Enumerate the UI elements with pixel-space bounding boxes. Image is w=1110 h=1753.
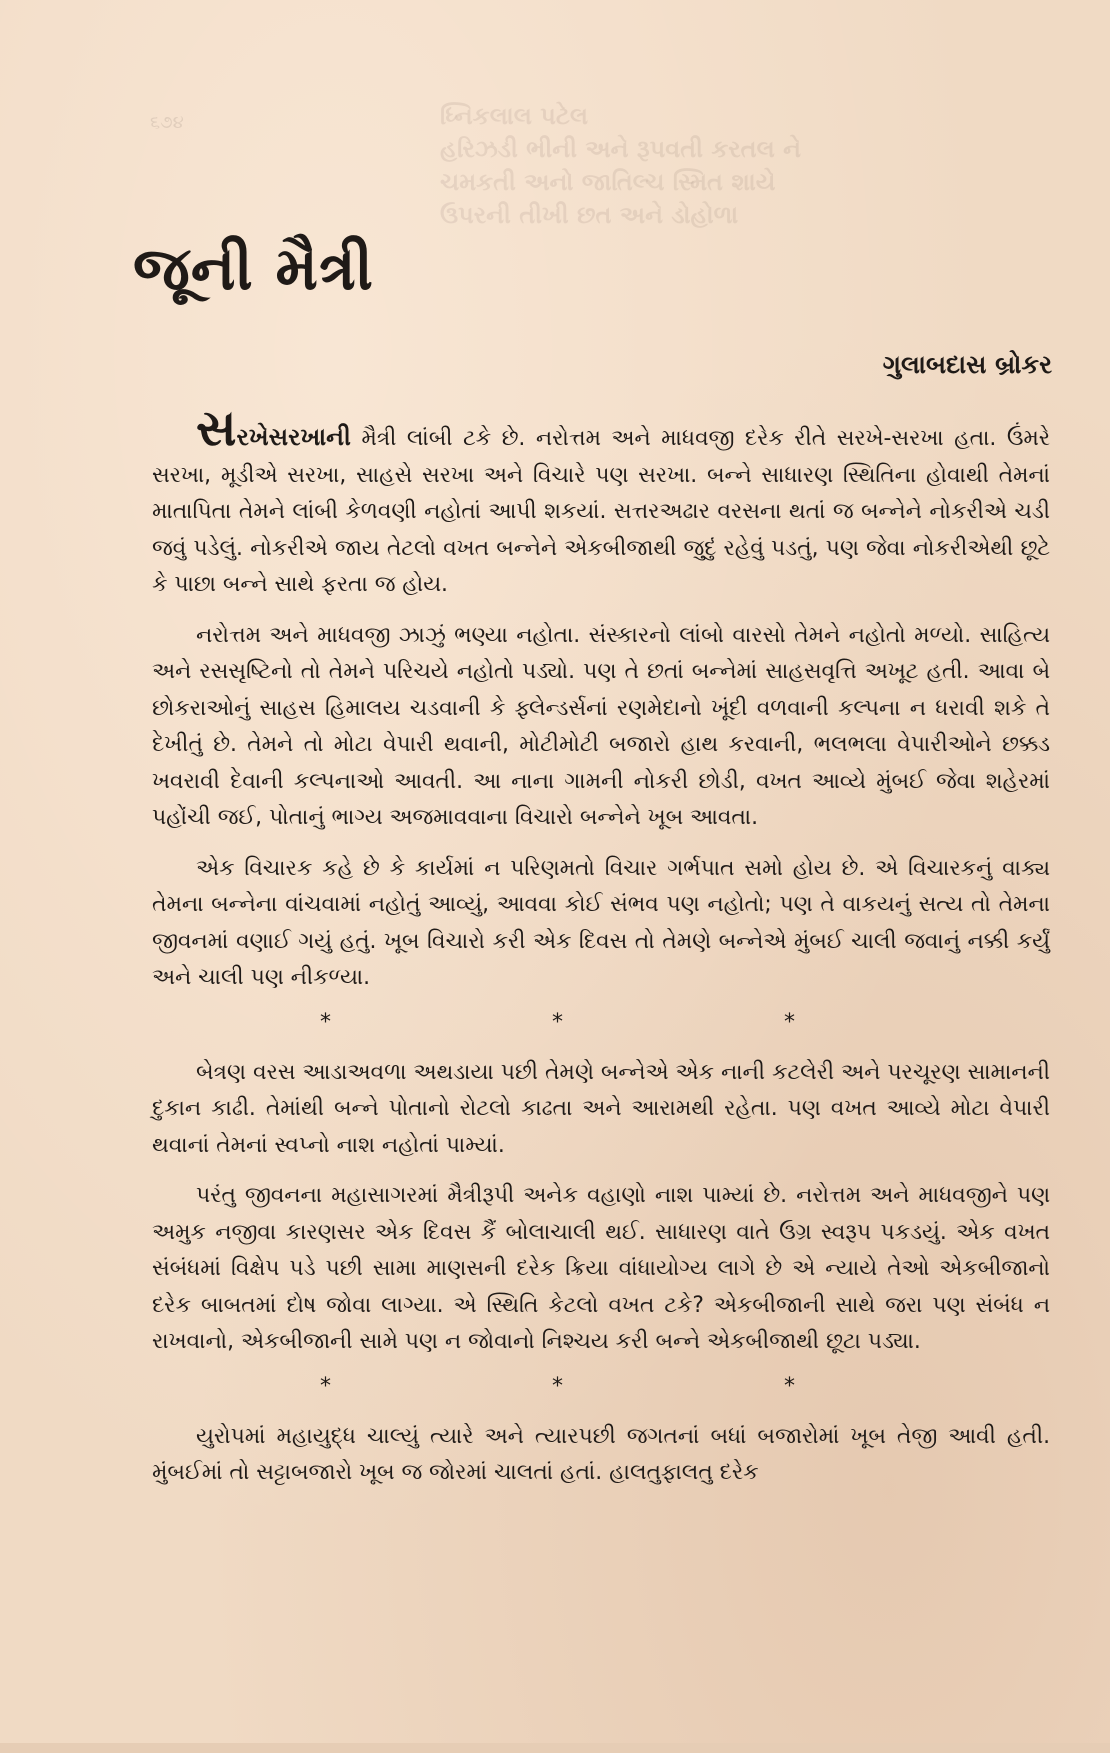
separator-star: *: [552, 1373, 563, 1399]
paragraph-1-text: મૈત્રી લાંબી ટકે છે. નરોત્તમ અને માધવજી દરેક રીતે સરખે-સરખા હતા. ઉંમરે સરખા, મૂડીએ સરખા, સાહસે સરખા અને વિચારે પણ સરખા. બન્ને સાધારણ સ્થિતિના હોવાથી તેમનાં માતાપિતા તેમને લાંબી કેળવણી નહોતાં આપી શકયાં. સત્તરઅઢાર વરસના થતાં જ બન્નેને નોકરીએ ચડી જવું પડેલું. નોકરીએ જાય તેટલો વખત બન્નેને એકબીજાથી જુદું રહેવું પડતું, પણ જેવા નોકરીએથી છૂટે કે પાછા બન્ને સાથે ફરતા જ હોય.: [152, 426, 1050, 597]
paragraph-1: [152, 399, 1050, 604]
separator-star: *: [320, 1373, 331, 1399]
article-author: ગુલાબદાસ બ્રોકર: [882, 350, 1052, 379]
bleed-through-text: ધ્નિકલાલ પટેલ હરિઝડી ભીની અને રૂપવતી કરતલ ને ચમકતી અનો જાતિલ્ચ સ્મિત શાયે ઉપરની તીખી છત અને ડોહોળા: [440, 102, 801, 229]
drop-cap: સ: [196, 399, 237, 457]
separator-star: *: [320, 1009, 331, 1035]
lead-word: રખેસરખાની: [236, 423, 351, 451]
article-body: [152, 399, 1050, 1492]
paragraph-2: નરોત્તમ અને માધવજી ઝાઝું ભણ્યા નહોતા. સંસ્કારનો લાંબો વારસો તેમને નહોતો મળ્યો. સાહિત્ય અને રસસૃષ્ટિનો તો તેમને પરિચયે નહોતો પડ્યો. પણ તે છતાં બન્નેમાં સાહસવૃત્તિ અખૂટ હતી. આવા બે છોકરાઓનું સાહસ હિમાલય ચડવાની કે ફ્લેન્ડર્સનાં રણમેદાનો ખૂંદી વળવાની કલ્પના ન ધરાવી શકે તે દેખીતું છે. તેમને તો મોટા વેપારી થવાની, મોટીમોટી બજારો હાથ કરવાની, ભલભલા વેપારીઓને છક્કડ ખવરાવી દેવાની કલ્પનાઓ આવતી. આ નાના ગામની નોકરી છોડી, વખત આવ્યે મુંબઈ જેવા શહેરમાં પહોંચી જઈ, પોતાનું ભાગ્ય અજમાવવાના વિચારો બન્નેને ખૂબ આવતા.: [152, 622, 1050, 830]
paragraph-6: યુરોપમાં મહાયુદ્ધ ચાલ્યું ત્યારે અને ત્યારપછી જગતનાં બધાં બજારોમાં ખૂબ તેજી આવી હતી. મુંબઈમાં તો સટ્ટાબજારો ખૂબ જ જોરમાં ચાલતાં હતાં. હાલતુફાલતુ દરેક: [152, 1423, 1050, 1485]
separator-star: *: [784, 1009, 795, 1035]
bleed-through-page-number: ૬૭૪: [150, 112, 184, 133]
separator-star: *: [784, 1373, 795, 1399]
paragraph-3: એક વિચારક કહે છે કે કાર્યમાં ન પરિણમતો વિચાર ગર્ભપાત સમો હોય છે. એ વિચારકનું વાક્ય તેમના બન્નેના વાંચવામાં નહોતું આવ્યું, આવવા કોઈ સંભવ પણ નહોતો; પણ તે વાકયનું સત્ય તો તેમના જીવનમાં વણાઈ ગયું હતું. ખૂબ વિચારો કરી એક દિવસ તો તેમણે બન્નેએ મુંબઈ ચાલી જવાનું નક્કી કર્યું અને ચાલી પણ નીકળ્યા.: [152, 855, 1050, 990]
separator-star: *: [552, 1009, 563, 1035]
section-separator-2: [152, 1369, 1050, 1405]
section-separator-1: [152, 1005, 1050, 1041]
paragraph-4: બેત્રણ વરસ આડાઅવળા અથડાયા પછી તેમણે બન્નેએ એક નાની કટલેરી અને પરચૂરણ સામાનની દુકાન કાઢી. તેમાંથી બન્ને પોતાનો રોટલો કાઢતા અને આરામથી રહેતા. પણ વખત આવ્યે મોટા વેપારી થવાનાં તેમનાં સ્વપ્નો નાશ નહોતાં પામ્યાં.: [152, 1059, 1050, 1158]
page-bottom-edge: [0, 1743, 1110, 1753]
article-title: જૂની મૈત્રી: [133, 234, 374, 304]
paragraph-5: પરંતુ જીવનના મહાસાગરમાં મૈત્રીરૂપી અનેક વહાણો નાશ પામ્યાં છે. નરોત્તમ અને માધવજીને પણ અમુક નજીવા કારણસર એક દિવસ કૈં બોલાચાલી થઈ. સાધારણ વાતે ઉગ્ર સ્વરૂપ પકડયું. એક વખત સંબંધમાં વિક્ષેપ પડે પછી સામા માણસની દરેક ક્રિયા વાંધાયોગ્ય લાગે છે એ ન્યાયે તેઓ એકબીજાનો દરેક બાબતમાં દોષ જોવા લાગ્યા. એ સ્થિતિ કેટલો વખત ટકે? એકબીજાની સાથે જરા પણ સંબંધ ન રાખવાનો, એકબીજાની સામે પણ ન જોવાનો નિશ્ચય કરી બન્ને એકબીજાથી છૂટા પડ્યા.: [152, 1183, 1050, 1354]
